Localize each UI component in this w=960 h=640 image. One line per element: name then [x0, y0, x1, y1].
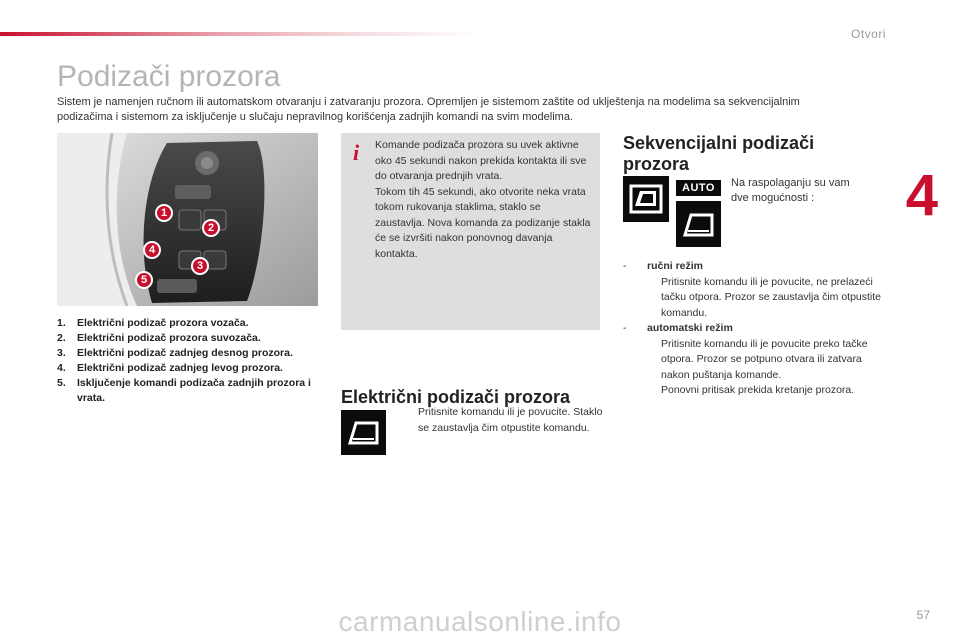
list-item: 4. Električni podizač zadnjeg levog prozora. [57, 362, 283, 374]
callout-1: 1 [155, 204, 173, 222]
mode-manual-bullet: Pritisnite komandu ili je povucite, ne prelazeći tačku otpora. Prozor se zaustavlja čim otpustite komandu. [661, 275, 882, 319]
intro-paragraph: Sistem je namenjen ručnom ili automatskom otvaranju i zatvaranju prozora. Opremljen je sistemom zaštite od uklještenja na modelima sa sekvencijalnim podizačima i sistemom za isključenje u slučaju nepravilnog korišćenja zadnjih komandi na svim modelima. [57, 96, 800, 123]
chapter-number: 4 [905, 163, 938, 228]
availability-text: Na raspolaganju su vam dve mogućnosti : [731, 177, 850, 204]
modes-list [623, 259, 893, 399]
watermark: carmanualsonline.info [338, 606, 622, 637]
list-item: 5. Isključenje komandi podizača zadnjih prozora i vrata. [57, 377, 311, 404]
chapter-label: Otvori [850, 27, 886, 41]
mode-auto-title: - automatski režim [623, 322, 733, 334]
window-switch-icon [676, 201, 721, 247]
sequential-switch-icon [623, 176, 669, 222]
parts-list [57, 316, 322, 406]
page-title: Podizači prozora [57, 60, 281, 93]
mode-auto-bullet: Pritisnite komandu ili je povucite preko tačke otpora. Prozor se potpuno otvara ili zatvara nakon puštanja komande. [661, 337, 868, 381]
callout-5: 5 [135, 271, 153, 289]
callout-4: 4 [143, 241, 161, 259]
callout-2: 2 [202, 219, 220, 237]
info-icon: i [353, 140, 360, 165]
callout-3: 3 [191, 257, 209, 275]
info-text: Komande podizača prozora su uvek aktivne oko 45 sekundi nakon prekida kontakta ili sve do otvaranja prednjih vrata. Tokom tih 45 sekundi, ako otvorite neka vrata tokom rukovanja staklima, staklo se zaustavlja. Nova komanda za podizanje stakla će se izvršiti nakon ponovnog davanja kontakta. [375, 139, 591, 260]
top-accent-bar [0, 32, 480, 36]
window-switch-icon [341, 410, 386, 455]
list-item: 1. Električni podizač prozora vozača. [57, 317, 249, 329]
window-switch-panel-photo [57, 133, 318, 306]
page-number: 57 [916, 608, 930, 622]
info-box [341, 133, 600, 330]
list-item: 3. Električni podizač zadnjeg desnog prozora. [57, 347, 293, 359]
sequential-section-title: Sekvencijalni podizači prozora [623, 133, 815, 174]
mode-manual-title: - ručni režim [623, 260, 704, 272]
mode-auto-bullet: Ponovni pritisak prekida kretanje prozora. [661, 384, 855, 396]
electric-section-title: Električni podizači prozora [341, 387, 571, 407]
list-item: 2. Električni podizač prozora suvozača. [57, 332, 261, 344]
auto-badge: AUTO [676, 180, 721, 196]
electric-instruction: Pritisnite komandu ili je povucite. Staklo se zaustavlja čim otpustite komandu. [418, 406, 603, 434]
